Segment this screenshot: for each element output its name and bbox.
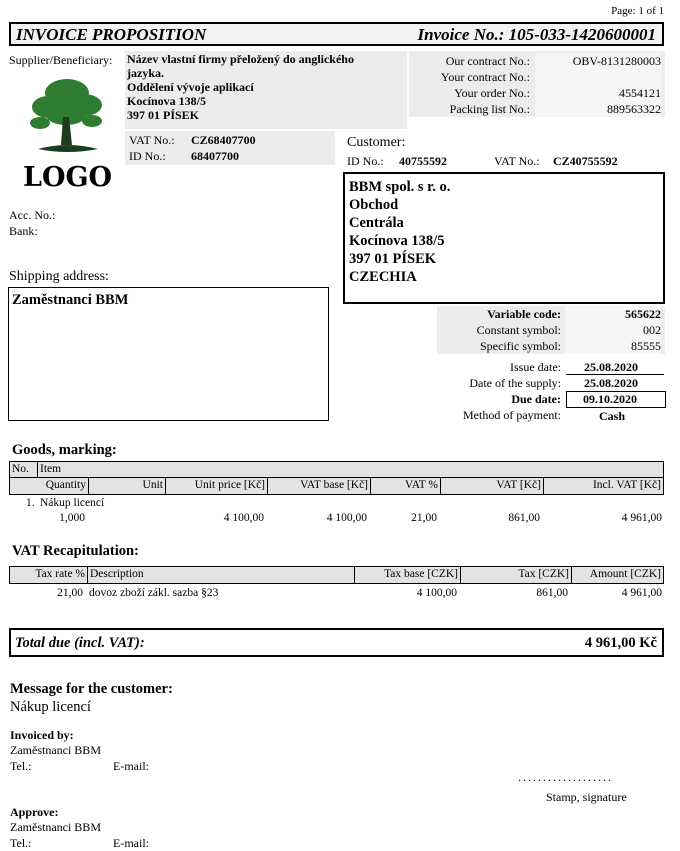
contract-values <box>535 53 661 117</box>
payment-symbols <box>437 306 665 354</box>
shipping-address-box <box>8 287 329 421</box>
invoice-header <box>9 22 664 46</box>
customer-label: Customer: <box>347 135 406 150</box>
supplier-line: jazyka. <box>127 66 164 80</box>
customer-line: CZECHIA <box>349 269 417 285</box>
symbol-values <box>565 306 661 354</box>
contract-labels <box>409 53 530 117</box>
contract-value <box>535 69 661 85</box>
col-tax-header: Tax [CZK] <box>460 567 571 583</box>
supplier-id-label: ID No.: <box>129 149 166 163</box>
constant-symbol-label: Constant symbol: <box>476 323 561 337</box>
contract-label: Packing list No.: <box>449 102 530 116</box>
col-incl-vat-header: Incl. VAT [Kč] <box>543 478 663 494</box>
item-number: 1. <box>26 497 35 509</box>
supplier-vat-label: VAT No.: <box>129 133 175 147</box>
message-title: Message for the customer: <box>10 681 173 697</box>
item-unit-price: 4 100,00 <box>223 512 264 524</box>
approve-tel-label: Tel.: <box>10 836 32 850</box>
supplier-id-value: 68407700 <box>191 149 239 163</box>
signature-line: ................... <box>518 770 613 784</box>
stamp-label: Stamp, signature <box>546 790 627 804</box>
contract-label: Our contract No.: <box>445 54 530 68</box>
document-title: INVOICE PROPOSITION <box>16 25 207 44</box>
contract-block <box>409 51 665 117</box>
shipping-label: Shipping address: <box>9 269 109 284</box>
page-indicator: Page: 1 of 1 <box>611 5 664 17</box>
symbol-labels <box>437 306 561 354</box>
variable-code-value: 565622 <box>625 307 661 321</box>
item-quantity: 1,000 <box>59 512 85 524</box>
customer-vat-value: CZ40755592 <box>553 154 618 168</box>
specific-symbol-label: Specific symbol: <box>480 339 561 353</box>
goods-header-row-1 <box>9 461 664 478</box>
recap-tax: 861,00 <box>536 587 568 599</box>
issue-date-label: Issue date: <box>510 360 561 374</box>
bank-label: Bank: <box>9 224 38 238</box>
date-labels <box>437 359 561 423</box>
col-vat-header: VAT [Kč] <box>440 478 543 494</box>
col-unit-header: Unit <box>88 478 165 494</box>
item-values-row <box>9 512 664 527</box>
recap-amount: 4 961,00 <box>621 587 662 599</box>
customer-line: Centrála <box>349 215 404 231</box>
invoice-number: Invoice No.: 105-033-1420600001 <box>417 25 656 44</box>
item-vat: 861,00 <box>508 512 540 524</box>
supplier-line: Oddělení vývoje aplikací <box>127 80 254 94</box>
supplier-line: 397 01 PÍSEK <box>127 108 200 122</box>
customer-id-label: ID No.: <box>347 154 384 168</box>
due-date-label: Due date: <box>511 392 561 406</box>
invoiced-by-tel-label: Tel.: <box>10 759 32 773</box>
col-vat-base-header: VAT base [Kč] <box>267 478 370 494</box>
approve-name: Zaměstnanci BBM <box>10 820 101 834</box>
recap-rate: 21,00 <box>57 587 83 599</box>
contract-label: Your order No.: <box>454 86 530 100</box>
shipping-address: Zaměstnanci BBM <box>12 292 129 308</box>
col-amount-header: Amount [CZK] <box>571 567 663 583</box>
item-vat-pct: 21,00 <box>411 512 437 524</box>
goods-title: Goods, marking: <box>12 442 117 458</box>
supplier-block <box>125 51 407 129</box>
invoiced-by-email-label: E-mail: <box>113 759 149 773</box>
total-due-box <box>9 628 664 657</box>
recap-base: 4 100,00 <box>416 587 457 599</box>
approve-email-label: E-mail: <box>113 836 149 850</box>
payment-method-label: Method of payment: <box>463 408 561 422</box>
customer-address-box <box>343 172 665 304</box>
goods-header-row-2 <box>9 478 664 495</box>
customer-line: Obchod <box>349 197 399 213</box>
recap-title: VAT Recapitulation: <box>12 543 139 559</box>
col-quantity-header: Quantity <box>45 479 86 491</box>
total-due-value: 4 961,00 Kč <box>584 635 657 651</box>
tree-icon <box>28 75 106 157</box>
variable-code-label: Variable code: <box>487 307 561 321</box>
customer-vat-label: VAT No.: <box>494 154 540 168</box>
approve-title: Approve: <box>10 805 59 819</box>
customer-line: Kocínova 138/5 <box>349 233 445 249</box>
specific-symbol-value: 85555 <box>631 339 661 353</box>
customer-id-value: 40755592 <box>399 154 447 168</box>
supplier-line: Název vlastní firmy přeložený do anglického <box>127 52 354 66</box>
recap-description: dovoz zboží zákl. sazba §23 <box>89 587 219 599</box>
item-vat-base: 4 100,00 <box>326 512 367 524</box>
col-tax-rate-header: Tax rate % <box>35 568 85 580</box>
supplier-address <box>127 52 405 122</box>
constant-symbol-value: 002 <box>643 323 661 337</box>
supplier-vat-value: CZ68407700 <box>191 133 256 147</box>
invoiced-by-name: Zaměstnanci BBM <box>10 743 101 757</box>
col-no-header: No. <box>12 463 29 475</box>
contract-label: Your contract No.: <box>440 70 530 84</box>
issue-date-value: 25.08.2020 <box>584 360 638 374</box>
col-description-header: Description <box>87 567 354 583</box>
recap-row <box>9 587 664 602</box>
payment-method-value: Cash <box>599 409 626 423</box>
contract-value: 889563322 <box>607 102 661 116</box>
invoiced-by-title: Invoiced by: <box>10 728 74 742</box>
supplier-line: Kocínova 138/5 <box>127 94 207 108</box>
col-vat-pct-header: VAT % <box>370 478 440 494</box>
contract-value: OBV-8131280003 <box>572 54 661 68</box>
supplier-ids <box>125 131 335 165</box>
date-values <box>566 359 666 424</box>
col-unit-price-header: Unit price [Kč] <box>165 478 267 494</box>
customer-line: BBM spol. s r. o. <box>349 179 451 195</box>
item-incl-vat: 4 961,00 <box>621 512 662 524</box>
col-item-header: Item <box>37 462 657 477</box>
due-date-value: 09.10.2020 <box>566 391 666 408</box>
supply-date-label: Date of the supply: <box>469 376 561 390</box>
col-tax-base-header: Tax base [CZK] <box>354 567 460 583</box>
divider <box>566 374 664 375</box>
customer-line: 397 01 PÍSEK <box>349 251 437 267</box>
item-name: Nákup licencí <box>40 497 105 509</box>
supply-date-value: 25.08.2020 <box>584 376 638 390</box>
customer-address <box>349 178 450 286</box>
recap-header-row <box>9 566 664 584</box>
acc-no-label: Acc. No.: <box>9 208 56 222</box>
logo-text: LOGO <box>23 162 113 193</box>
contract-value: 4554121 <box>619 86 661 100</box>
total-due-label: Total due (incl. VAT): <box>15 635 145 651</box>
supplier-label: Supplier/Beneficiary: <box>9 53 113 67</box>
message-text: Nákup licencí <box>10 699 91 715</box>
